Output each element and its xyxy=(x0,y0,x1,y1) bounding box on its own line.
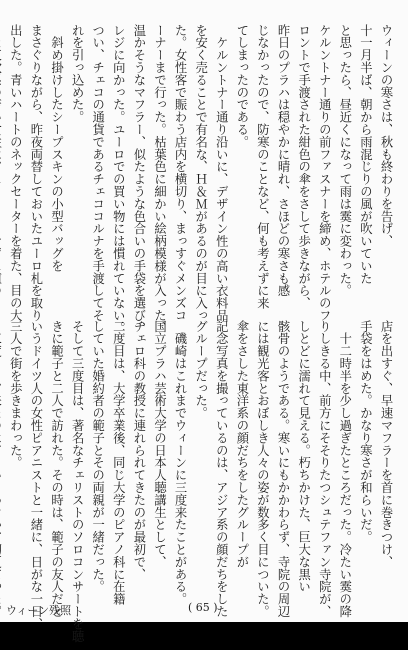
text-column: していた婚約者の範子とその両親が一緒だった。 xyxy=(90,320,105,593)
upper-text-block xyxy=(0,24,396,334)
text-column: てしまったのである。 xyxy=(234,24,249,148)
text-column: レジに向かった。ユーロでの買い物には慣れていない。 xyxy=(111,24,126,334)
text-column: を安く売ることで有名な、Ｈ＆Ｍがあるのが目に入っ xyxy=(193,24,208,322)
text-column: まさぐりながら、昨夜両替しておいたユーロ札を取り xyxy=(28,24,43,322)
text-column: 十一月半ば、朝から雨混じりの風が吹いていた xyxy=(358,24,373,285)
text-column: には観光客とおぼしき人々の姿が数多く目についた。 xyxy=(255,320,270,618)
text-column: りしきる中、前方にそそりたつシュテファン寺院が、 xyxy=(317,320,332,618)
text-column: 国立プラハ芸術大学の日本人聴講生として、 xyxy=(152,320,167,568)
text-column: れを引っ込めた。 xyxy=(70,24,85,124)
text-column: と思ったら、昼近くになって雨は霙に変わった。 xyxy=(337,24,352,297)
text-column: 二度目は、大学卒業後、同じ大学のピアノ科に在籍 xyxy=(111,320,126,606)
text-column: 記念写真を撮っているのは、アジア系の顔だちをした xyxy=(214,320,229,618)
text-column: グループだった。 xyxy=(193,320,208,420)
text-column: チェロ科の教授に連れられてきたのが最初で、 xyxy=(131,320,146,581)
text-column: ーナーまで行った。枯葉色に細かい絵柄模様が入った、 xyxy=(152,24,167,334)
page-number: ( 65 ) xyxy=(188,601,218,614)
text-column: 温かそうなマフラー、似たような色合いの手袋を選び、 xyxy=(131,24,146,334)
text-column: 手袋をはめた。かなり寒さが和らいだ。 xyxy=(358,320,373,544)
running-title: ウィーン残照 xyxy=(6,604,72,617)
text-column xyxy=(0,24,5,300)
text-column: しとどに濡れて見える。朽ちかけた、巨大な黒い xyxy=(296,320,311,593)
text-column: ケルントナー通り沿いに、デザイン性の高い衣料品 xyxy=(214,24,229,322)
text-column: いうドイツ人の女性ピアニストと一緒に、日がな一日、 xyxy=(28,320,43,630)
text-column: 斜め掛けしたシープスキンの小型バッグを xyxy=(49,24,64,272)
text-column: 三人で街を歩きまわった。 xyxy=(8,320,23,469)
text-column xyxy=(0,320,5,584)
text-column: 骸骨のようである。寒いにもかかわらず、寺院の周辺 xyxy=(276,320,291,618)
text-column: そして三度目は、著名なチェリストのソロコンサートを聴 xyxy=(70,320,85,643)
text-column: 磯崎はこれまでウィーンに三度来たことがある。 xyxy=(173,320,188,606)
text-column: ロントで手渡された紺色の傘をさして歩きながら、 xyxy=(296,24,311,310)
text-column: ケルントナー通りの前ファスナーを締め、ホテルのフ xyxy=(317,24,332,322)
text-column: つい、チェコの通貨であるチェココルナを手渡してそ xyxy=(90,24,105,322)
text-column: た。女性客で賑わう店内を横切り、まっすぐメンズコ xyxy=(173,24,188,322)
text-column: 昨日のプラハは穏やかに晴れ、さほどの寒さも感 xyxy=(276,24,291,297)
text-column: 傘をさした東洋系の顔だちをしたグループが xyxy=(234,320,249,568)
text-column: じなかったので、防寒のことなど、何も考えずに来 xyxy=(255,24,270,310)
text-column: 十二時半を少し過ぎたところだった。冷たい霙の降 xyxy=(337,320,352,618)
text-column: きに範子と二人で訪れた。その時は、範子の友人だと xyxy=(49,320,64,618)
text-column: 出した。青いハートのネックセーターを着た、目の大 xyxy=(8,24,23,322)
text-column: ウィーンの寒さは、秋も終わりを告げ、 xyxy=(379,24,393,248)
text-column: 店を出すぐ、早速マフラーを首に巻きつけ、 xyxy=(379,320,393,568)
